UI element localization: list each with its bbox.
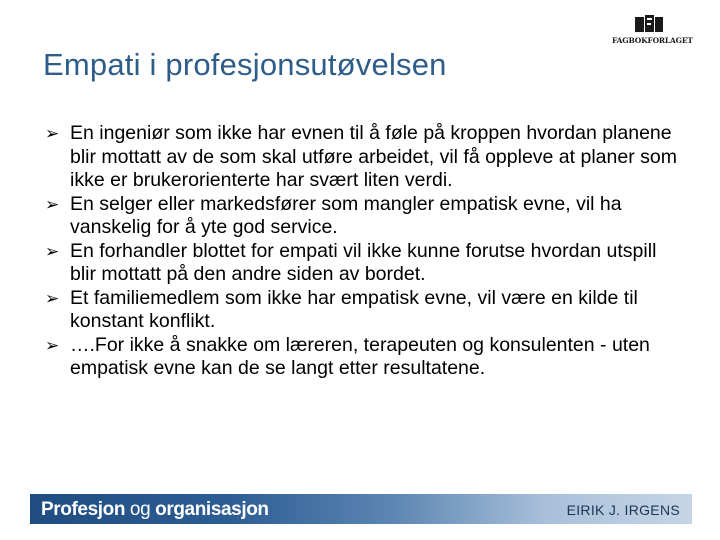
author-name: EIRIK J. IRGENS bbox=[566, 502, 680, 518]
bullet-item bbox=[45, 287, 685, 334]
footer-bar bbox=[30, 494, 692, 524]
publisher-logo bbox=[612, 14, 693, 48]
slide-title: Empati i profesjonsutøvelsen bbox=[43, 47, 447, 82]
arrow-bullet-icon: ➢ bbox=[45, 241, 60, 262]
bullet-text: Et familiemedlem som ikke har empatisk evne, vil være en kilde til konstant konflikt. bbox=[70, 286, 638, 332]
book-title-part: Profesjon bbox=[41, 499, 126, 520]
bullet-text: En forhandler blottet for empati vil ikke kunne forutse hvordan utspill blir mottatt på den andre siden av bordet. bbox=[70, 239, 657, 285]
bullet-item bbox=[45, 193, 685, 240]
arrow-bullet-icon: ➢ bbox=[45, 124, 60, 144]
book-title-part: og bbox=[129, 499, 151, 520]
publisher-logo-icon bbox=[634, 14, 664, 34]
arrow-bullet-icon: ➢ bbox=[45, 335, 60, 356]
publisher-logo-text: FAGBOKFORLAGET bbox=[612, 36, 693, 45]
bullet-text: En selger eller markedsfører som mangler empatisk evne, vil ha vanskelig for å yte god service. bbox=[70, 192, 622, 238]
bullet-item bbox=[45, 122, 685, 193]
arrow-bullet-icon: ➢ bbox=[45, 194, 60, 215]
book-title bbox=[41, 499, 269, 521]
bullet-item bbox=[45, 334, 685, 381]
bullet-text: ….For ikke å snakke om læreren, terapeuten og konsulenten - uten empatisk evne kan de se langt etter resultatene. bbox=[70, 333, 650, 379]
book-title-part: organisasjon bbox=[155, 499, 269, 520]
bullet-list bbox=[45, 122, 685, 381]
bullet-item bbox=[45, 240, 685, 287]
bullet-text: En ingeniør som ikke har evnen til å føle på kroppen hvordan planene blir mottatt av de som skal utføre arbeidet, vil få oppleve at planer som ikke er brukerorienterte har svært liten verdi. bbox=[70, 122, 677, 191]
arrow-bullet-icon: ➢ bbox=[45, 288, 60, 309]
